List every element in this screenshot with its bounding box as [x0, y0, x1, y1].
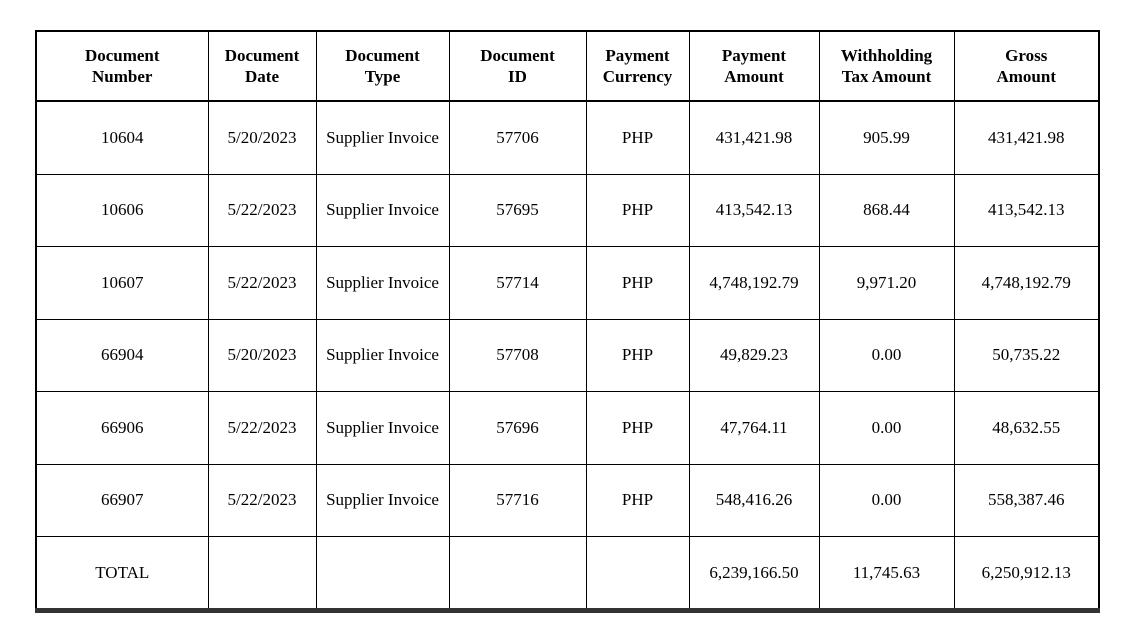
- cell-withholding-tax-amount: 905.99: [819, 101, 954, 174]
- header-line: Tax Amount: [841, 67, 932, 86]
- cell-document-date: 5/20/2023: [208, 101, 316, 174]
- cell-payment-currency: PHP: [586, 101, 689, 174]
- cell-document-date: 5/22/2023: [208, 464, 316, 537]
- header-line: Type: [364, 67, 401, 86]
- cell-document-number: 10606: [36, 174, 208, 247]
- cell-payment-amount: 47,764.11: [689, 392, 819, 465]
- total-payment-amount: 6,239,166.50: [689, 537, 819, 611]
- column-header-payment-currency: [586, 31, 689, 101]
- cell-gross-amount: 558,387.46: [954, 464, 1099, 537]
- cell-payment-amount: 413,542.13: [689, 174, 819, 247]
- cell-document-id: 57708: [449, 319, 586, 392]
- cell-document-type: Supplier Invoice: [316, 464, 449, 537]
- header-line: Payment: [605, 46, 670, 65]
- cell-gross-amount: 4,748,192.79: [954, 247, 1099, 320]
- column-header-document-date: [208, 31, 316, 101]
- cell-document-number: 66906: [36, 392, 208, 465]
- cell-payment-currency: PHP: [586, 174, 689, 247]
- table-row: [36, 174, 1099, 247]
- table-row: [36, 464, 1099, 537]
- payments-table-container: [35, 30, 1100, 613]
- header-line: Document: [224, 46, 300, 65]
- cell-document-date: 5/22/2023: [208, 392, 316, 465]
- total-empty-payment-currency: [586, 537, 689, 611]
- cell-document-date: 5/20/2023: [208, 319, 316, 392]
- cell-withholding-tax-amount: 0.00: [819, 464, 954, 537]
- cell-document-number: 66907: [36, 464, 208, 537]
- cell-document-date: 5/22/2023: [208, 174, 316, 247]
- cell-document-type: Supplier Invoice: [316, 392, 449, 465]
- header-line: Document: [345, 46, 420, 65]
- header-line: Document: [480, 46, 555, 65]
- cell-withholding-tax-amount: 9,971.20: [819, 247, 954, 320]
- column-header-document-type: [316, 31, 449, 101]
- cell-payment-currency: PHP: [586, 464, 689, 537]
- cell-payment-currency: PHP: [586, 247, 689, 320]
- header-line: Amount: [724, 67, 784, 86]
- total-empty-document-date: [208, 537, 316, 611]
- column-header-gross-amount: [954, 31, 1099, 101]
- total-empty-document-type: [316, 537, 449, 611]
- cell-payment-amount: 548,416.26: [689, 464, 819, 537]
- header-line: Gross: [1005, 46, 1048, 65]
- table-row: [36, 247, 1099, 320]
- total-withholding-tax-amount: 11,745.63: [819, 537, 954, 611]
- cell-payment-currency: PHP: [586, 392, 689, 465]
- total-label: TOTAL: [36, 537, 208, 611]
- header-line: Number: [92, 67, 153, 86]
- cell-document-type: Supplier Invoice: [316, 101, 449, 174]
- cell-payment-currency: PHP: [586, 319, 689, 392]
- total-row: [36, 537, 1099, 611]
- cell-document-id: 57714: [449, 247, 586, 320]
- total-empty-document-id: [449, 537, 586, 611]
- cell-withholding-tax-amount: 0.00: [819, 392, 954, 465]
- cell-gross-amount: 413,542.13: [954, 174, 1099, 247]
- cell-document-date: 5/22/2023: [208, 247, 316, 320]
- cell-document-number: 10607: [36, 247, 208, 320]
- cell-payment-amount: 431,421.98: [689, 101, 819, 174]
- cell-gross-amount: 431,421.98: [954, 101, 1099, 174]
- column-header-document-id: [449, 31, 586, 101]
- column-header-payment-amount: [689, 31, 819, 101]
- cell-payment-amount: 4,748,192.79: [689, 247, 819, 320]
- header-line: Date: [245, 67, 279, 86]
- cell-document-id: 57696: [449, 392, 586, 465]
- header-line: Withholding: [840, 46, 933, 65]
- header-line: Payment: [721, 46, 787, 65]
- column-header-withholding-tax-amount: [819, 31, 954, 101]
- cell-withholding-tax-amount: 868.44: [819, 174, 954, 247]
- header-line: Document: [84, 46, 160, 65]
- cell-document-number: 66904: [36, 319, 208, 392]
- table-row: [36, 319, 1099, 392]
- cell-gross-amount: 50,735.22: [954, 319, 1099, 392]
- cell-document-number: 10604: [36, 101, 208, 174]
- cell-gross-amount: 48,632.55: [954, 392, 1099, 465]
- cell-withholding-tax-amount: 0.00: [819, 319, 954, 392]
- table-row: [36, 101, 1099, 174]
- header-row: [36, 31, 1099, 101]
- payments-table: [35, 30, 1100, 613]
- column-header-document-number: [36, 31, 208, 101]
- cell-document-id: 57695: [449, 174, 586, 247]
- cell-document-id: 57716: [449, 464, 586, 537]
- header-line: Currency: [602, 67, 673, 86]
- cell-document-id: 57706: [449, 101, 586, 174]
- cell-document-type: Supplier Invoice: [316, 174, 449, 247]
- cell-payment-amount: 49,829.23: [689, 319, 819, 392]
- header-line: ID: [508, 67, 527, 86]
- cell-document-type: Supplier Invoice: [316, 319, 449, 392]
- cell-document-type: Supplier Invoice: [316, 247, 449, 320]
- total-gross-amount: 6,250,912.13: [954, 537, 1099, 611]
- header-line: Amount: [996, 67, 1056, 86]
- table-row: [36, 392, 1099, 465]
